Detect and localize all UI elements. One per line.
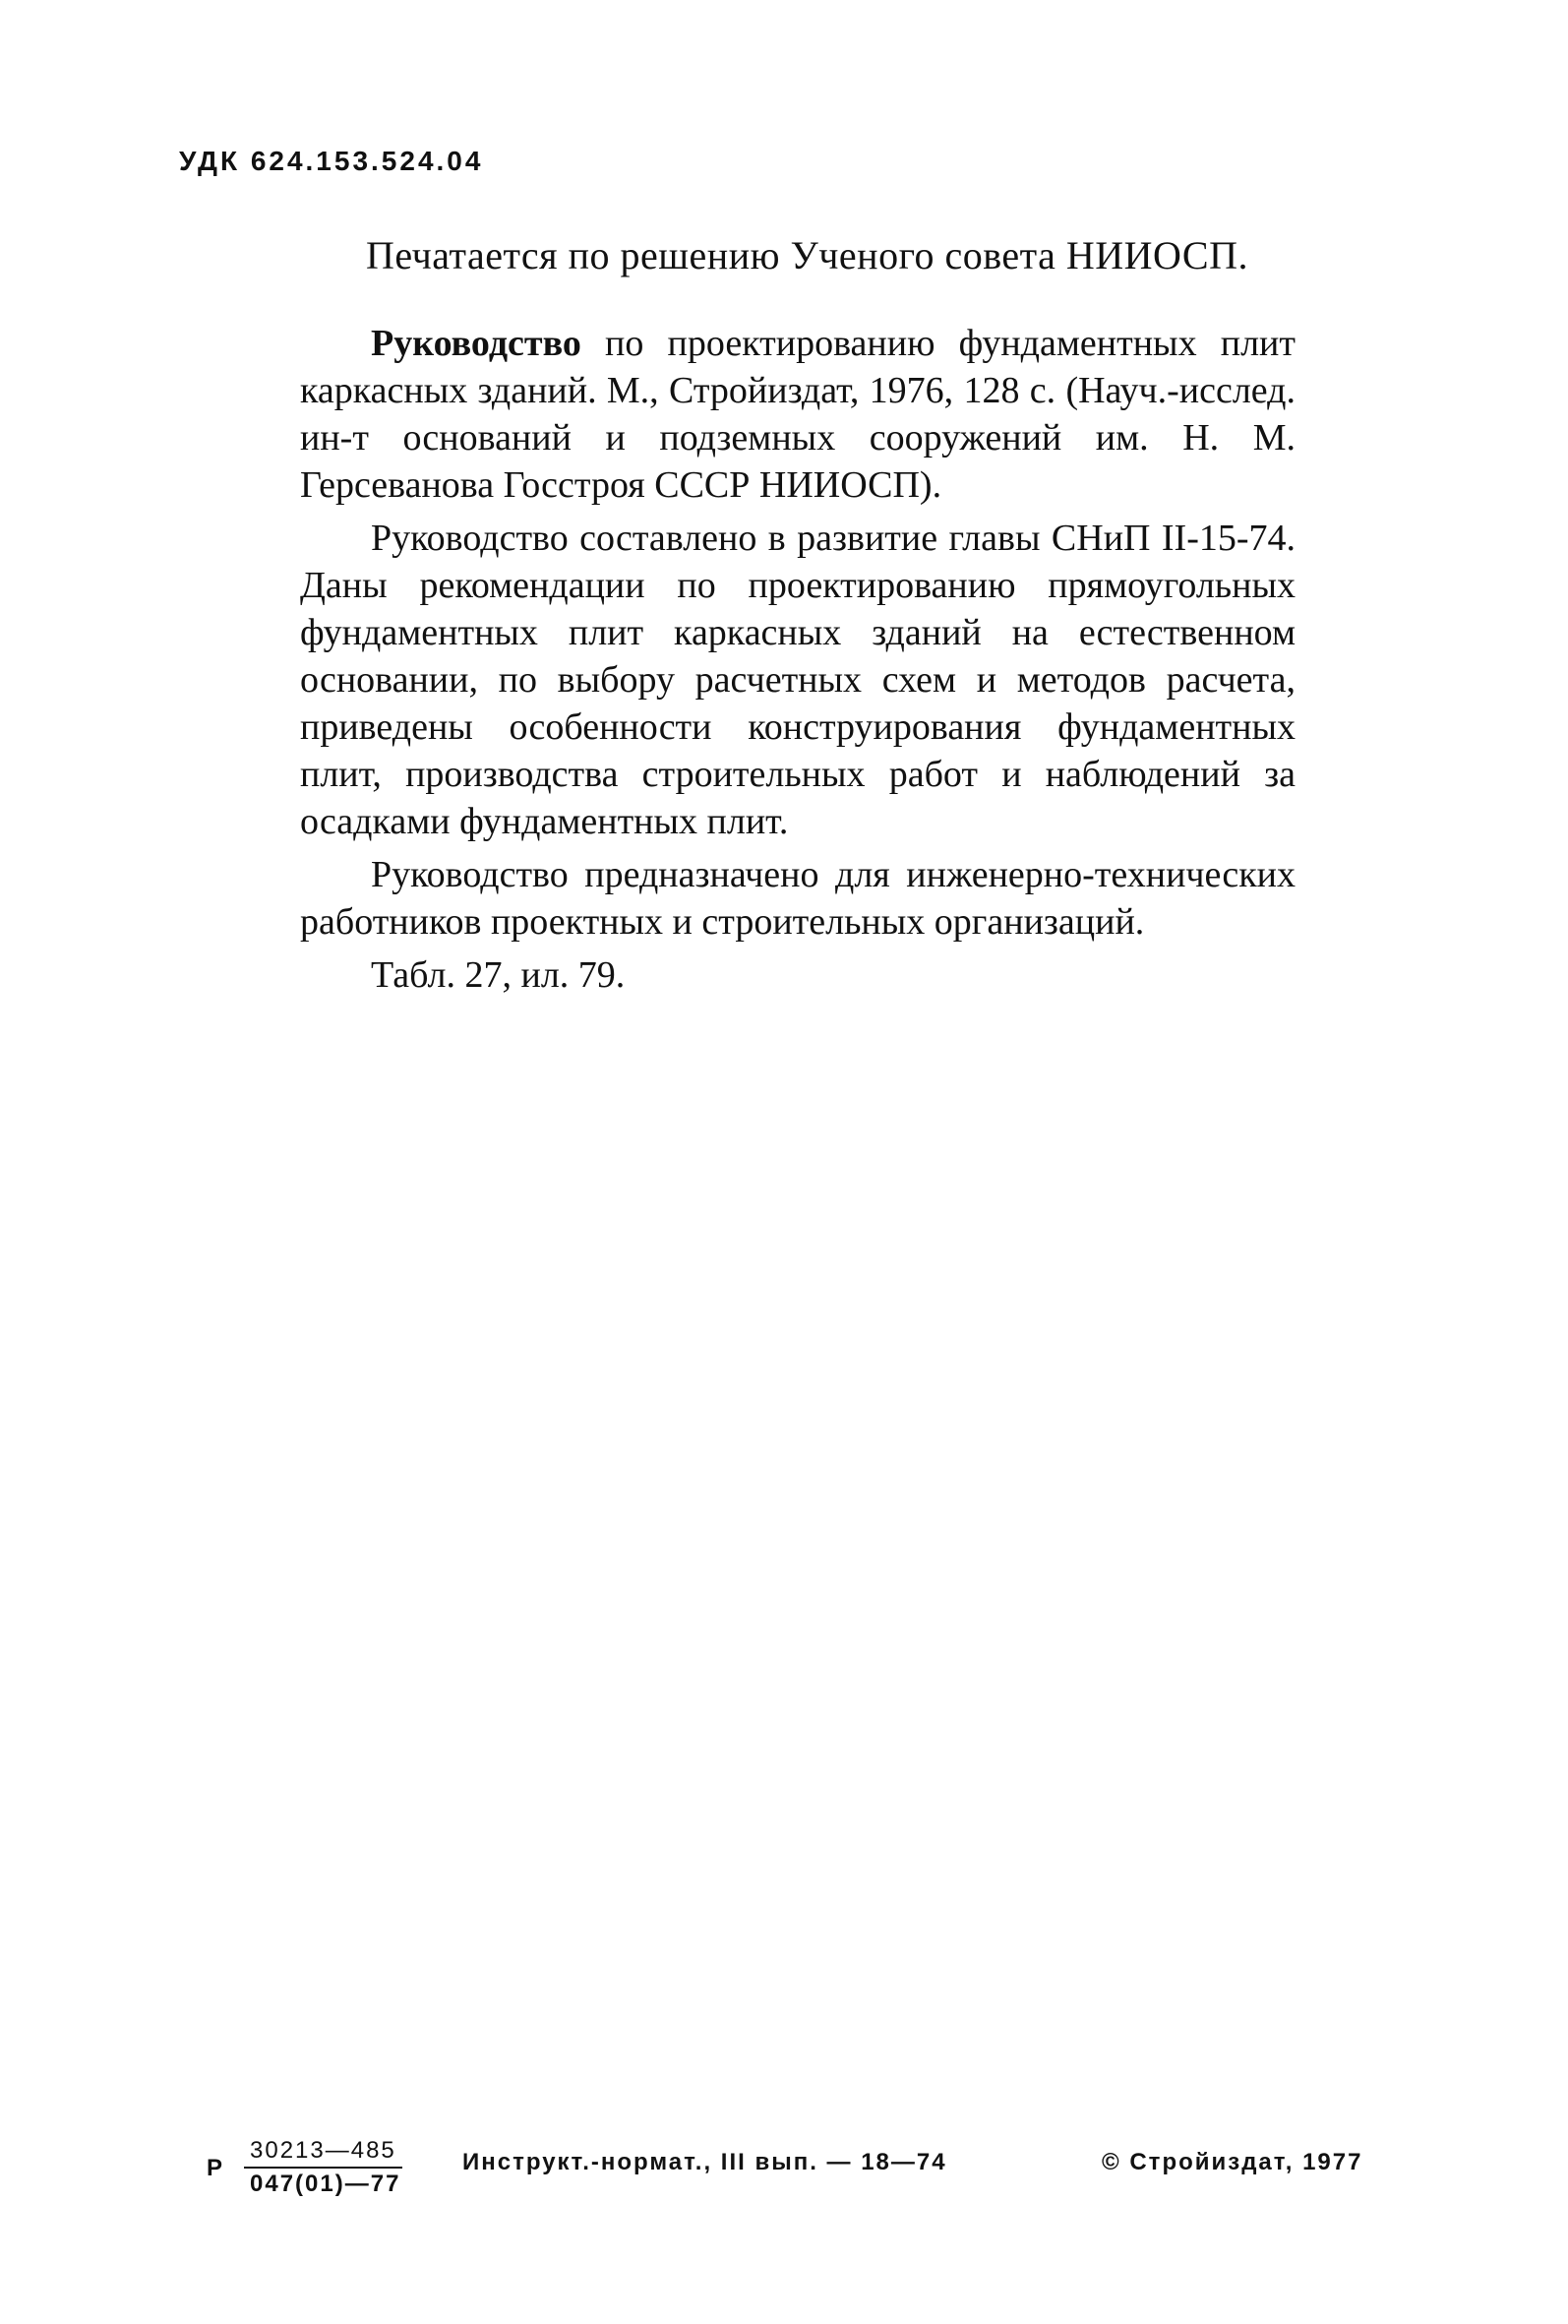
printed-by-decision-note: Печатается по решению Ученого совета НИИОСП. xyxy=(366,233,1248,277)
citation-paragraph xyxy=(300,320,1296,509)
index-denominator: 047(01)—77 xyxy=(250,2171,401,2197)
citation-lead: Руководство xyxy=(371,323,581,364)
index-numerator: 30213—485 xyxy=(244,2137,402,2169)
udk-code: УДК 624.153.524.04 xyxy=(179,146,484,176)
abstract xyxy=(300,320,1296,999)
citation-rest: по проектированию фундаментных плит каркасных зданий. М., Стройиздат, 1976, 128 с. (Науч.-исслед. ин-т оснований и подземных сооружений им. Н. М. Герсеванова Госстроя СССР НИИОСП). xyxy=(300,323,1296,506)
index-fraction xyxy=(244,2137,406,2198)
publication-footer xyxy=(207,2137,1436,2206)
series-info: Инструкт.-нормат., III вып. — 18—74 xyxy=(462,2149,947,2175)
audience-paragraph: Руководство предназначено для инженерно-технических работников проектных и строительных организаций. xyxy=(300,854,1296,943)
copyright: © Стройиздат, 1977 xyxy=(1102,2149,1363,2175)
index-letter: Р xyxy=(207,2155,225,2181)
description-paragraph: Руководство составлено в развитие главы СНиП II-15-74. Даны рекомендации по проектированию прямоугольных фундаментных плит каркасных зданий на естественном основании, по выбору расчетных схем и методов расчета, приведены особенности конструирования фундаментных плит, производства строительных работ и наблюдений за осадками фундаментных плит. xyxy=(300,518,1296,842)
tables-illustrations-count: Табл. 27, ил. 79. xyxy=(371,954,626,996)
